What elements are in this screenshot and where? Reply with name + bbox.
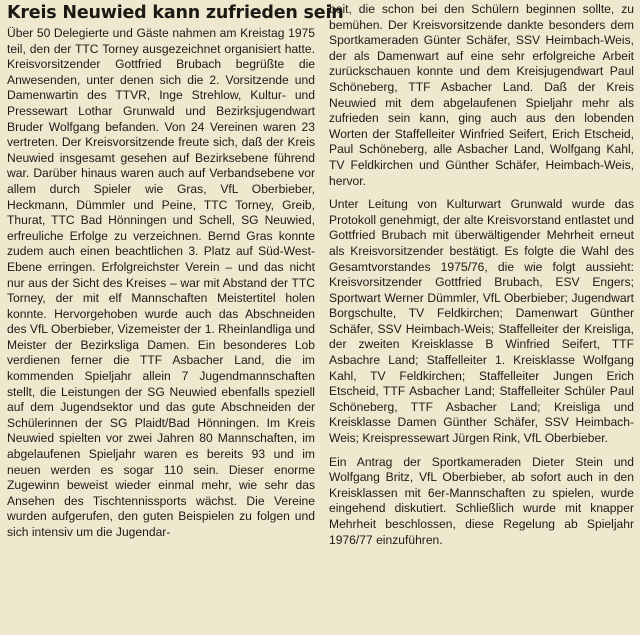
right-column-paragraph-1: beit, die schon bei den Schülern beginnen sollte, zu bemühen. Der Kreisvorsitzende dankte besonders dem Sportkameraden Günter Schäfer, SSV Heimbach-Weis, der als Damenwart auf eine sehr erfolgreiche Arbeit zurückschauen konnte und dem Kreisjugendwart Paul Schöneberg, TTF Asbacher Land. Daß der Kreis Neuwied mit dem abgelaufenen Spieljahr mehr als zufrieden sein kann, ging auch aus den lobenden Worten der Staffelleiter Winfried Seifert, Erich Etscheid, Paul Schöneberg, alle Asbacher Land, Wolfgang Kahl, TV Feldkirchen und Günther Schäfer, Heimbach-Weis, hervor.	[329, 2, 634, 188]
right-column-paragraph-2: Unter Leitung von Kulturwart Grunwald wurde das Protokoll genehmigt, der alte Kreisvorstand entlastet und Gottfried Brubach mit überwältigender Mehrheit erneut als Kreisvorsitzender bestätigt. Es folgte die Wahl des Gesamtvorstandes 1975/76, die wie folgt aussieht: Kreisvorsitzender Gottfried Brubach, ESV Engers; Sportwart Werner Dümmler, VfL Oberbieber; Jugendwart Borgschulte, TV Feldkirchen; Damenwart Günther Schäfer, SSV Heimbach-Weis; Staffelleiter der Kreisliga, der zweiten Kreisklasse B Winfried Seifert, TTF Asbachre Land; Staffelleiter 1. Kreisklasse Wolfgang Kahl, TV Feldkirchen; Staffelleiter Jungen Erich Etscheid, TTF Asbacher Land; Staffelleiter Schüler Paul Schöneberg, TTF Asbacher Land; Kreisliga und Kreisklasse Damen Günther Schäfer, SSV Heimbach-Weis; Kreispressewart Jürgen Rink, VfL Oberbieber.	[329, 197, 634, 446]
article-left-column	[7, 26, 315, 541]
left-column-paragraph: Über 50 Delegierte und Gäste nahmen am Kreistag 1975 teil, den der TTC Torney ausgezeichnet organisiert hatte. Kreisvorsitzender Gottfried Brubach begrüßte die Anwesenden, unter denen sich die 2. Vorsitzende und Damenwartin des TTVR, Inge Strehlow, Kultur- und Pressewart Lothar Grunwald und Bezirksjugendwart Bruder Wolfgang befanden. Von 24 Vereinen waren 23 vertreten. Der Kreisvorsitzende freute sich, daß der Kreis Neuwied insgesamt gesehen auf Bezirksebene führend war. Darüber hinaus waren auch auf Verbandsebene vor allem durch Spieler wie Gras, VfL Oberbieber, Heckmann, Dümmler und Peine, TTC Torney, Greib, Thurat, TTC Bad Hönningen und Schell, SG Neuwied, erfreuliche Erfolge zu verzeichnen. Bernd Gras konnte zudem auch einen beachtlichen 3. Platz auf Süd-West-Ebene erringen. Erfolgreichster Verein – und das nicht nur aus der Sicht des Kreises – war mit Abstand der TTC Torney, der mit elf Mannschaften Meistertitel holen konnte. Hervorgehoben wurde auch das Abschneiden des VfL Oberbieber, Vizemeister der 1. Rheinlandliga und Meister der Bezirksliga Damen. Ein besonderes Lob verdienen ferner die TTF Asbacher Land, die im kommenden Spieljahr allein 7 Jugendmannschaften stellt, die Leistungen der SG Neuwied ebenfalls speziell auf dem Jugendsektor und das gute Abschneiden der Schülerinnen der SG Plaidt/Bad Hönningen. Im Kreis Neuwied spielten vor zwei Jahren 80 Mannschaften, im abgelaufenen Spieljahr waren es bereits 93 und im neuen werden es sogar 110 sein. Dieser enorme Zugewinn beweist wieder einmal mehr, wie sehr das Ansehen des Tischtennissports wächst. Die Vereine wurden aufgerufen, den guten Beispielen zu folgen und sich intensiv um die Jugendar-	[7, 26, 315, 539]
right-column-paragraph-3: Ein Antrag der Sportkameraden Dieter Stein und Wolfgang Britz, VfL Oberbieber, ab sofort auch in den Kreisklassen mit 6er-Mannschaften zu spielen, wurde eingehend diskutiert. Schließlich wurde mit knapper Mehrheit beschlossen, diese Regelung ab Spieljahr 1976/77 einzuführen.	[329, 454, 634, 547]
article-right-column	[329, 2, 634, 548]
article-headline: Kreis Neuwied kann zufrieden sein	[7, 3, 344, 23]
